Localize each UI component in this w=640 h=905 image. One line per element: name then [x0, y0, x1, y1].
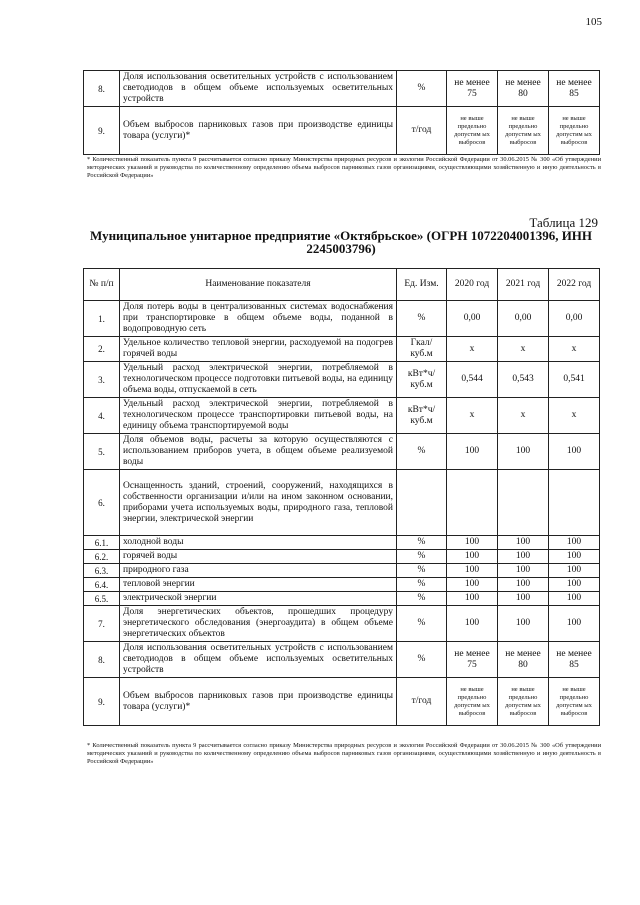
unit-cell: %	[397, 536, 447, 550]
table-row	[84, 578, 600, 592]
unit-cell: т/год	[397, 107, 447, 155]
value-2021: 100	[498, 550, 549, 564]
value-2021: х	[498, 398, 549, 434]
indicator-name: Доля использования осветительных устройств с использованием светодиодов в общем объеме используемых осветительных устройств	[120, 71, 397, 107]
value-2022: 100	[549, 550, 600, 564]
unit-cell: %	[397, 564, 447, 578]
table-row	[84, 434, 600, 470]
value-2020: не выше предельно допустим ых выбросов	[447, 678, 498, 726]
value-2020: 100	[447, 578, 498, 592]
unit-cell: %	[397, 642, 447, 678]
row-number: 6.	[84, 470, 120, 536]
table-row	[84, 642, 600, 678]
value-2022	[549, 470, 600, 536]
unit-cell: кВт*ч/ куб.м	[397, 398, 447, 434]
main-table	[83, 268, 600, 726]
unit-cell: Гкал/ куб.м	[397, 337, 447, 362]
indicator-name: Удельный расход электрической энергии, потребляемой в технологическом процессе транспортировки питьевой воды, на единицу объема транспортируемой воды	[120, 398, 397, 434]
header-2020: 2020 год	[447, 269, 498, 301]
row-number: 3.	[84, 362, 120, 398]
table-row	[84, 606, 600, 642]
value-2020: 100	[447, 592, 498, 606]
value-2022: 100	[549, 592, 600, 606]
value-2022: не менее 85	[549, 71, 600, 107]
value-2022: 100	[549, 578, 600, 592]
unit-cell: %	[397, 434, 447, 470]
row-number: 1.	[84, 301, 120, 337]
table-row	[84, 362, 600, 398]
table-row	[84, 107, 600, 155]
value-2020: 100	[447, 550, 498, 564]
indicator-name: тепловой энергии	[120, 578, 397, 592]
table-row	[84, 592, 600, 606]
value-2021	[498, 470, 549, 536]
value-2020: 100	[447, 434, 498, 470]
value-2022: х	[549, 398, 600, 434]
value-2020: х	[447, 337, 498, 362]
value-2021: 100	[498, 536, 549, 550]
value-2020: х	[447, 398, 498, 434]
table-row	[84, 470, 600, 536]
indicator-name: горячей воды	[120, 550, 397, 564]
indicator-name: Оснащенность зданий, строений, сооружений, находящихся в собственности организации и/или на ином законном основании, приборами учета используемых воды, природного газа, тепловой энергии, электрической энергии	[120, 470, 397, 536]
row-number: 6.1.	[84, 536, 120, 550]
value-2021: 100	[498, 434, 549, 470]
organization-heading: Муниципальное унитарное предприятие «Октябрьское» (ОГРН 1072204001396, ИНН 2245003796)	[89, 228, 593, 256]
row-number: 9.	[84, 107, 120, 155]
value-2020: 0,00	[447, 301, 498, 337]
table-row	[84, 337, 600, 362]
unit-cell: %	[397, 578, 447, 592]
indicator-name: Объем выбросов парниковых газов при производстве единицы товара (услуги)*	[120, 678, 397, 726]
top-table	[83, 70, 600, 155]
row-number: 8.	[84, 642, 120, 678]
unit-cell: кВт*ч/ куб.м	[397, 362, 447, 398]
value-2022: не менее 85	[549, 642, 600, 678]
indicator-name: Объем выбросов парниковых газов при производстве единицы товара (услуги)*	[120, 107, 397, 155]
value-2022: 100	[549, 434, 600, 470]
unit-cell: %	[397, 301, 447, 337]
value-2020: 100	[447, 606, 498, 642]
row-number: 7.	[84, 606, 120, 642]
header-2022: 2022 год	[549, 269, 600, 301]
unit-cell	[397, 470, 447, 536]
value-2021: не менее 80	[498, 642, 549, 678]
value-2021: 0,543	[498, 362, 549, 398]
row-number: 9.	[84, 678, 120, 726]
row-number: 2.	[84, 337, 120, 362]
indicator-name: Доля объемов воды, расчеты за которую осуществляются с использованием приборов учета, в общем объеме реализуемой воды	[120, 434, 397, 470]
value-2021: 100	[498, 606, 549, 642]
table-row	[84, 564, 600, 578]
value-2020: не менее 75	[447, 642, 498, 678]
value-2021: не менее 80	[498, 71, 549, 107]
value-2022: 100	[549, 606, 600, 642]
row-number: 6.4.	[84, 578, 120, 592]
value-2021: 0,00	[498, 301, 549, 337]
row-number: 6.5.	[84, 592, 120, 606]
header-row	[84, 269, 600, 301]
indicator-name: Доля энергетических объектов, прошедших процедуру энергетического обследования (энергоаудита) в общем объеме энергетических объектов	[120, 606, 397, 642]
table-row	[84, 550, 600, 564]
indicator-name: Доля использования осветительных устройств с использованием светодиодов в общем объеме используемых осветительных устройств	[120, 642, 397, 678]
value-2021: 100	[498, 564, 549, 578]
table-row	[84, 71, 600, 107]
table-row	[84, 398, 600, 434]
unit-cell: %	[397, 71, 447, 107]
row-number: 6.2.	[84, 550, 120, 564]
value-2021: 100	[498, 578, 549, 592]
value-2022: х	[549, 337, 600, 362]
unit-cell: %	[397, 592, 447, 606]
value-2022: 0,00	[549, 301, 600, 337]
page-number: 105	[585, 16, 602, 28]
value-2021: 100	[498, 592, 549, 606]
header-num: № п/п	[84, 269, 120, 301]
value-2022: 100	[549, 564, 600, 578]
value-2021: не выше предельно допустим ых выбросов	[498, 107, 549, 155]
indicator-name: электрической энергии	[120, 592, 397, 606]
value-2022: 0,541	[549, 362, 600, 398]
footnote-top: * Количественный показатель пункта 9 рассчитывается согласно приказу Министерства природных ресурсов и экологии Российской Федерации от 30.06.2015 № 300 «Об утверждении методических указаний и руководства по количественному определению объема выбросов парниковых газов организациями, осуществляющими хозяйственную и иную деятельность в Российской Федерации»	[87, 156, 601, 179]
unit-cell: т/год	[397, 678, 447, 726]
value-2022: не выше предельно допустим ых выбросов	[549, 678, 600, 726]
unit-cell: %	[397, 550, 447, 564]
value-2020: не выше предельно допустим ых выбросов	[447, 107, 498, 155]
header-2021: 2021 год	[498, 269, 549, 301]
indicator-name: Доля потерь воды в централизованных системах водоснабжения при транспортировке в общем объеме воды, поданной в водопроводную сеть	[120, 301, 397, 337]
indicator-name: Удельное количество тепловой энергии, расходуемой на подогрев горячей воды	[120, 337, 397, 362]
table-row	[84, 301, 600, 337]
indicator-name: Удельный расход электрической энергии, потребляемой в технологическом процессе подготовки питьевой воды, на единицу объема воды, отпускаемой в сеть	[120, 362, 397, 398]
header-unit: Ед. Изм.	[397, 269, 447, 301]
value-2020	[447, 470, 498, 536]
footnote-bottom: * Количественный показатель пункта 9 рассчитывается согласно приказу Министерства природных ресурсов и экологии Российской Федерации от 30.06.2015 № 300 «Об утверждении методических указаний и руководства по количественному определению объема выбросов парниковых газов организациями, осуществляющими хозяйственную и иную деятельность в Российской Федерации»	[87, 742, 601, 765]
row-number: 8.	[84, 71, 120, 107]
value-2020: 100	[447, 564, 498, 578]
value-2021: не выше предельно допустим ых выбросов	[498, 678, 549, 726]
row-number: 5.	[84, 434, 120, 470]
value-2020: 100	[447, 536, 498, 550]
value-2020: не менее 75	[447, 71, 498, 107]
table-row	[84, 678, 600, 726]
row-number: 6.3.	[84, 564, 120, 578]
table-label: Таблица 129	[529, 215, 598, 230]
indicator-name: природного газа	[120, 564, 397, 578]
value-2021: х	[498, 337, 549, 362]
table-row	[84, 536, 600, 550]
value-2022: 100	[549, 536, 600, 550]
value-2022: не выше предельно допустим ых выбросов	[549, 107, 600, 155]
value-2020: 0,544	[447, 362, 498, 398]
header-name: Наименование показателя	[120, 269, 397, 301]
unit-cell: %	[397, 606, 447, 642]
indicator-name: холодной воды	[120, 536, 397, 550]
row-number: 4.	[84, 398, 120, 434]
